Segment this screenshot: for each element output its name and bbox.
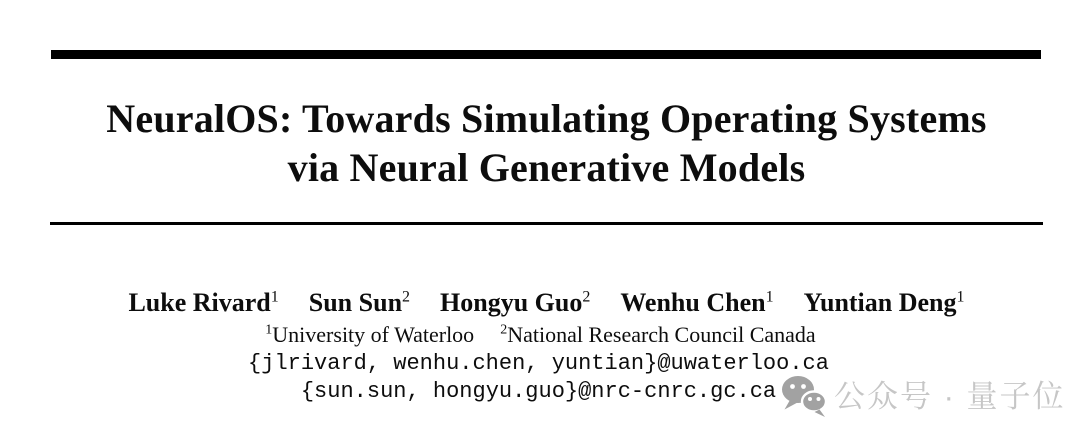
paper-title-line1: NeuralOS: Towards Simulating Operating Systems [106, 96, 987, 141]
author-name: Yuntian Deng [803, 288, 957, 317]
author-affiliation-sup: 1 [765, 288, 774, 306]
author-affiliation-sup: 1 [956, 288, 965, 306]
author [804, 288, 965, 318]
paper-title-line2: via Neural Generative Models [287, 145, 806, 190]
author-list [50, 288, 1043, 318]
affiliation-list [44, 321, 1037, 348]
author [620, 288, 773, 318]
affiliation-name: University of Waterloo [272, 322, 475, 347]
author-name: Wenhu Chen [620, 288, 766, 317]
paper-title [50, 94, 1043, 192]
affiliation-sup: 2 [500, 322, 508, 338]
author-name: Hongyu Guo [440, 288, 583, 317]
watermark-text: 公众号 · 量子位 [834, 378, 1066, 414]
affiliation-sup: 1 [265, 322, 273, 338]
title-rule [50, 222, 1043, 225]
wechat-icon [781, 374, 827, 418]
wechat-watermark [781, 372, 1066, 420]
affiliation [500, 321, 816, 348]
email-line: {sun.sun, hongyu.guo}@nrc-cnrc.gc.ca [300, 379, 777, 404]
author [440, 288, 590, 318]
author-affiliation-sup: 2 [402, 288, 411, 306]
top-rule [51, 50, 1041, 59]
author-name: Luke Rivard [128, 288, 271, 317]
author [309, 288, 410, 318]
author-affiliation-sup: 1 [270, 288, 279, 306]
author-name: Sun Sun [308, 288, 403, 317]
affiliation [265, 321, 474, 348]
author [128, 288, 278, 318]
email-line: {jlrivard, wenhu.chen, yuntian}@uwaterloo.ca [248, 351, 829, 376]
affiliation-name: National Research Council Canada [507, 322, 816, 347]
author-affiliation-sup: 2 [582, 288, 591, 306]
